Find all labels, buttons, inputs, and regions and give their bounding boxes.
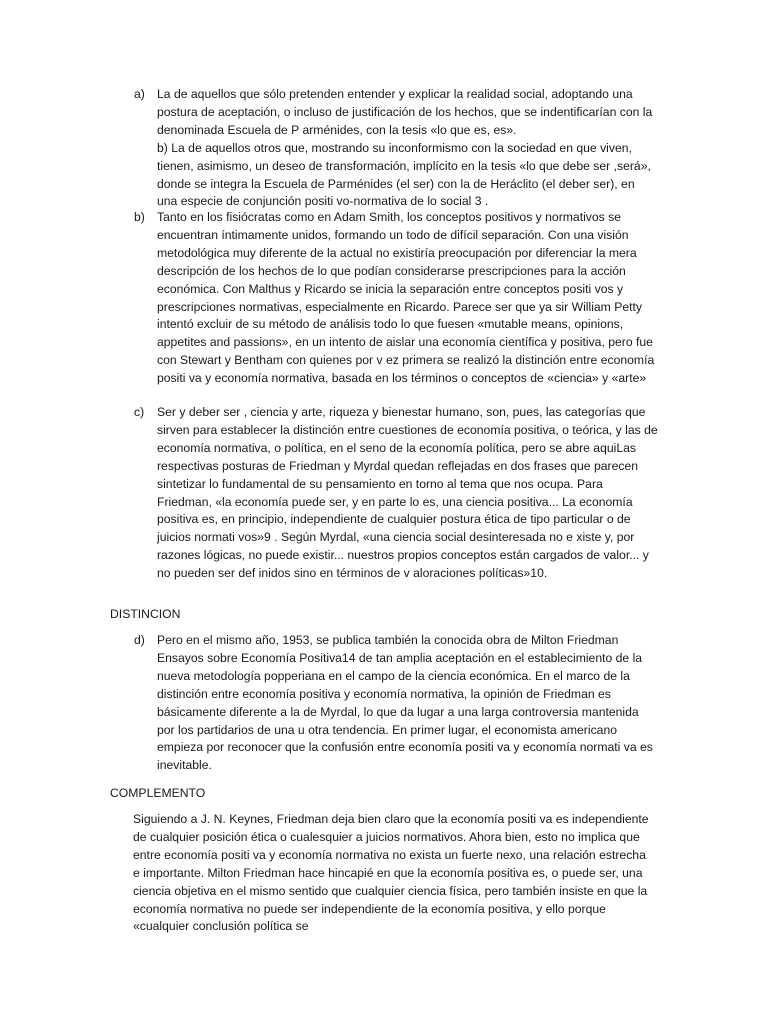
- list-item-c: [110, 404, 658, 583]
- list-marker: a): [134, 87, 145, 101]
- paragraph: Ser y deber ser , ciencia y arte, riqueza y bienestar humano, son, pues, las categorías que sirven para establecer la distinción entre cuestiones de economía positiva, o teórica, y las de economía normativa, o política, en el seno de la economía política, pero se abre aquiLas respectivas posturas de Friedman y Myrdal quedan reflejadas en dos frases que parecen sintetizar lo fundamental de su pensamiento en torno al tema que nos ocupa. Para Friedman, «la economía puede ser, y en parte lo es, una ciencia positiva... La economía positiva es, en principio, independiente de cualquier postura ética de tipo particular o de juicios normati vos»9 . Según Myrdal, «una ciencia social desinteresada no e xiste y, por razones lógicas, no puede existir... nuestros propios conceptos están cargados de valor... y no pueden ser def inidos sino en términos de v aloraciones políticas»10.: [157, 405, 658, 581]
- list-marker: b): [134, 210, 145, 224]
- paragraph: b) La de aquellos otros que, mostrando su inconformismo con la sociedad en que viven, tienen, asimismo, un deseo de transformación, implícito en la tesis «lo que debe ser ,será», donde se integra la Escuela de Parménides (el ser) con la de Heráclito (el deber ser), en una especie de conjunción positi vo-normativa de lo social 3 .: [157, 140, 651, 209]
- complemento-paragraph: Siguiendo a J. N. Keynes, Friedman deja bien claro que la economía positi va es independiente de cualquier posición ética o cualesquier a juicios normativos. Ahora bien, esto no implica que entre economía positi va y economía normativa no exista un fuerte nexo, una relación estrecha e importante. Milton Friedman hace hincapié en que la economía positiva es, o puede ser, una ciencia objetiva en el mismo sentido que cualquier ciencia física, pero también insiste en que la economía normativa no puede ser independiente de la economía positiva, y ello porque «cualquier conclusión política se: [133, 812, 649, 934]
- section-heading-distincion: DISTINCION: [110, 607, 181, 621]
- section-heading-complemento: COMPLEMENTO: [110, 786, 206, 800]
- list-item-b: [110, 209, 658, 388]
- list-marker: c): [134, 405, 145, 419]
- list-marker: d): [134, 633, 145, 647]
- paragraph: Tanto en los fisiócratas como en Adam Smith, los conceptos positivos y normativos se encuentran íntimamente unidos, formando un todo de difícil separación. Con una visión metodológica muy diferente de la actual no existiría preocupación por diferenciar la mera descripción de los hechos de lo que podían considerarse prescripciones para la acción económica. Con Malthus y Ricardo se inicia la separación entre conceptos positi vos y prescripciones normativas, especialmente en Ricardo. Parece ser que ya sir William Petty intentó excluir de su método de análisis todo lo que fuesen «mutable means, opinions, appetites and passions», en un intento de aislar una economía científica y positiva, pero fue con Stewart y Bentham con quienes por v ez primera se realizó la distinción entre economía positi va y economía normativa, basada en los términos o conceptos de «ciencia» y «arte»: [157, 210, 655, 386]
- list-item-text: [157, 86, 658, 211]
- list-item-text: [157, 404, 658, 583]
- paragraph: La de aquellos que sólo pretenden entender y explicar la realidad social, adoptando una postura de aceptación, o incluso de justificación de los hechos, que se indentificarían con la denominada Escuela de P arménides, con la tesis «lo que es, es».: [157, 87, 653, 137]
- list-item-text: [157, 209, 658, 388]
- list-item-text: [157, 632, 658, 775]
- list-item-a: [110, 86, 658, 211]
- list-item-d: [110, 632, 658, 775]
- paragraph: Pero en el mismo año, 1953, se publica también la conocida obra de Milton Friedman Ensayos sobre Economía Positiva14 de tan amplia aceptación en el establecimiento de la nueva metodología popperiana en el campo de la ciencia económica. En el marco de la distinción entre economía positiva y economía normativa, la opinión de Friedman es básicamente diferente a la de Myrdal, lo que da lugar a una larga controversia mantenida por los partidarios de una u otra tendencia. En primer lugar, el economista americano empieza por reconocer que la confusión entre economía positi va y economía normati va es inevitable.: [157, 633, 653, 773]
